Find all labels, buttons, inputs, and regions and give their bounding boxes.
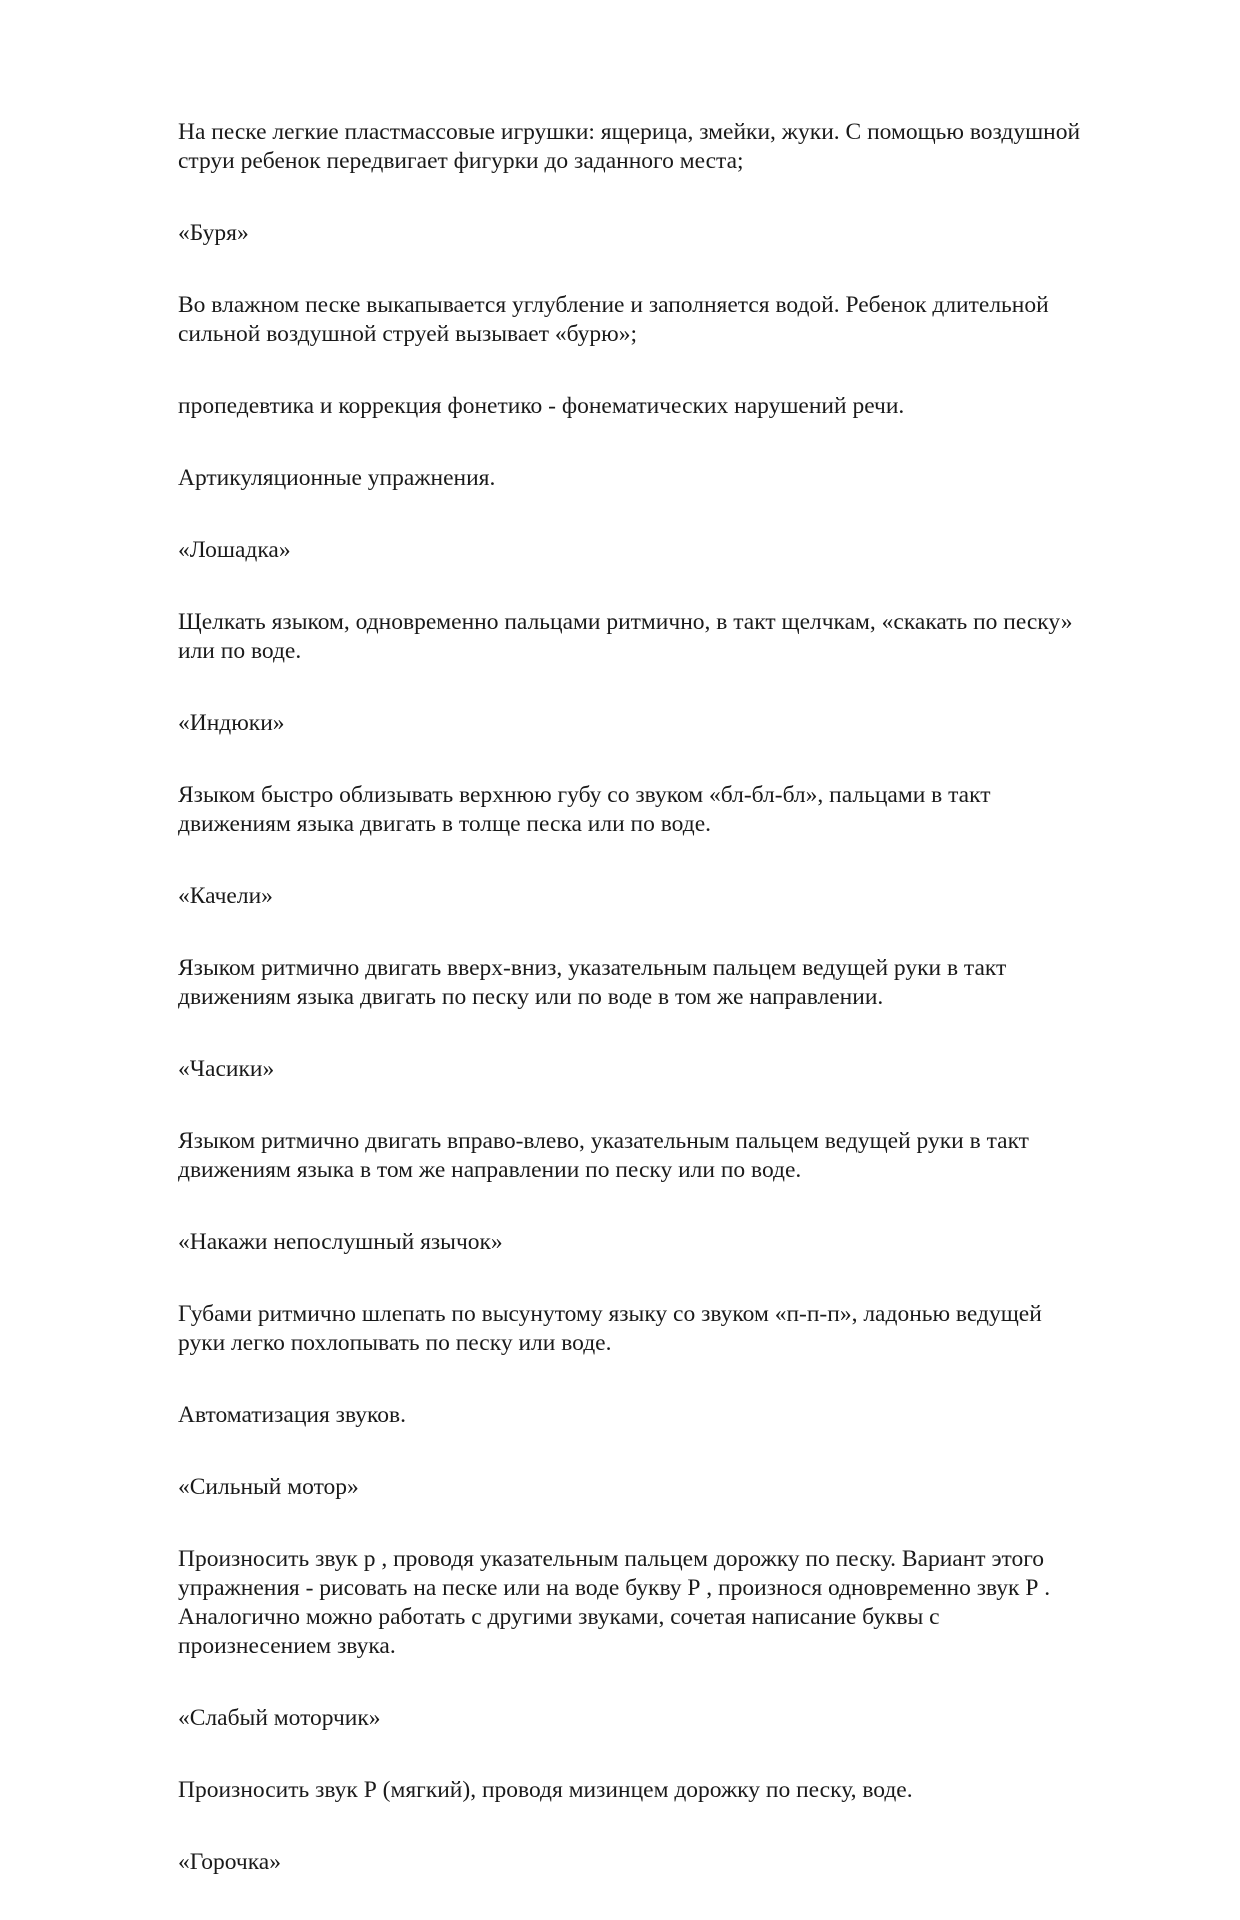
paragraph-indyuki: Языком быстро облизывать верхнюю губу со звуком «бл-бл-бл», пальцами в такт движениям языка двигать в толще песка или по воде. <box>178 782 991 837</box>
paragraph-kacheli: Языком ритмично двигать вверх-вниз, указательным пальцем ведущей руки в такт движениям языка двигать по песку или по воде в том же направлении. <box>178 955 1007 1010</box>
heading-kacheli: «Качели» <box>178 883 273 909</box>
paragraph-loshadka: Щелкать языком, одновременно пальцами ритмично, в такт щелчкам, «скакать по песку» или по воде. <box>178 609 1073 664</box>
heading-indyuki: «Индюки» <box>178 710 285 736</box>
heading-burya: «Буря» <box>178 220 249 246</box>
paragraph-nakazhi: Губами ритмично шлепать по высунутому языку со звуком «п-п-п», ладонью ведущей руки легко похлопывать по песку или воде. <box>178 1301 1042 1356</box>
document-body <box>178 118 1158 1920</box>
paragraph-slaby-motorchik: Произносить звук Р (мягкий), проводя мизинцем дорожку по песку, воде. <box>178 1777 913 1803</box>
paragraph-storm: Во влажном песке выкапывается углубление и заполняется водой. Ребенок длительной сильной воздушной струей вызывает «бурю»; <box>178 292 1049 347</box>
heading-slaby-motorchik: «Слабый моторчик» <box>178 1705 381 1731</box>
section-articulation-exercises: Артикуляционные упражнения. <box>178 465 496 491</box>
paragraph-propaedeutics: пропедевтика и коррекция фонетико - фонематических нарушений речи. <box>178 393 905 419</box>
paragraph-silny-motor: Произносить звук р , проводя указательным пальцем дорожку по песку. Вариант этого упражнения - рисовать на песке или на воде букву Р , произнося одновременно звук Р . Аналогично можно работать с другими звуками, сочетая написание буквы с произнесением звука. <box>178 1546 1051 1659</box>
heading-chasiki: «Часики» <box>178 1056 275 1082</box>
paragraph-toys-on-sand: На песке легкие пластмассовые игрушки: ящерица, змейки, жуки. С помощью воздушной струи ребенок передвигает фигурки до заданного места; <box>178 119 1081 174</box>
section-sound-automation: Автоматизация звуков. <box>178 1402 406 1428</box>
heading-gorochka: «Горочка» <box>178 1849 281 1875</box>
heading-silny-motor: «Сильный мотор» <box>178 1474 359 1500</box>
heading-nakazhi: «Накажи непослушный язычок» <box>178 1229 503 1255</box>
heading-loshadka: «Лошадка» <box>178 537 291 563</box>
paragraph-chasiki: Языком ритмично двигать вправо-влево, указательным пальцем ведущей руки в такт движениям языка в том же направлении по песку или по воде. <box>178 1128 1029 1183</box>
